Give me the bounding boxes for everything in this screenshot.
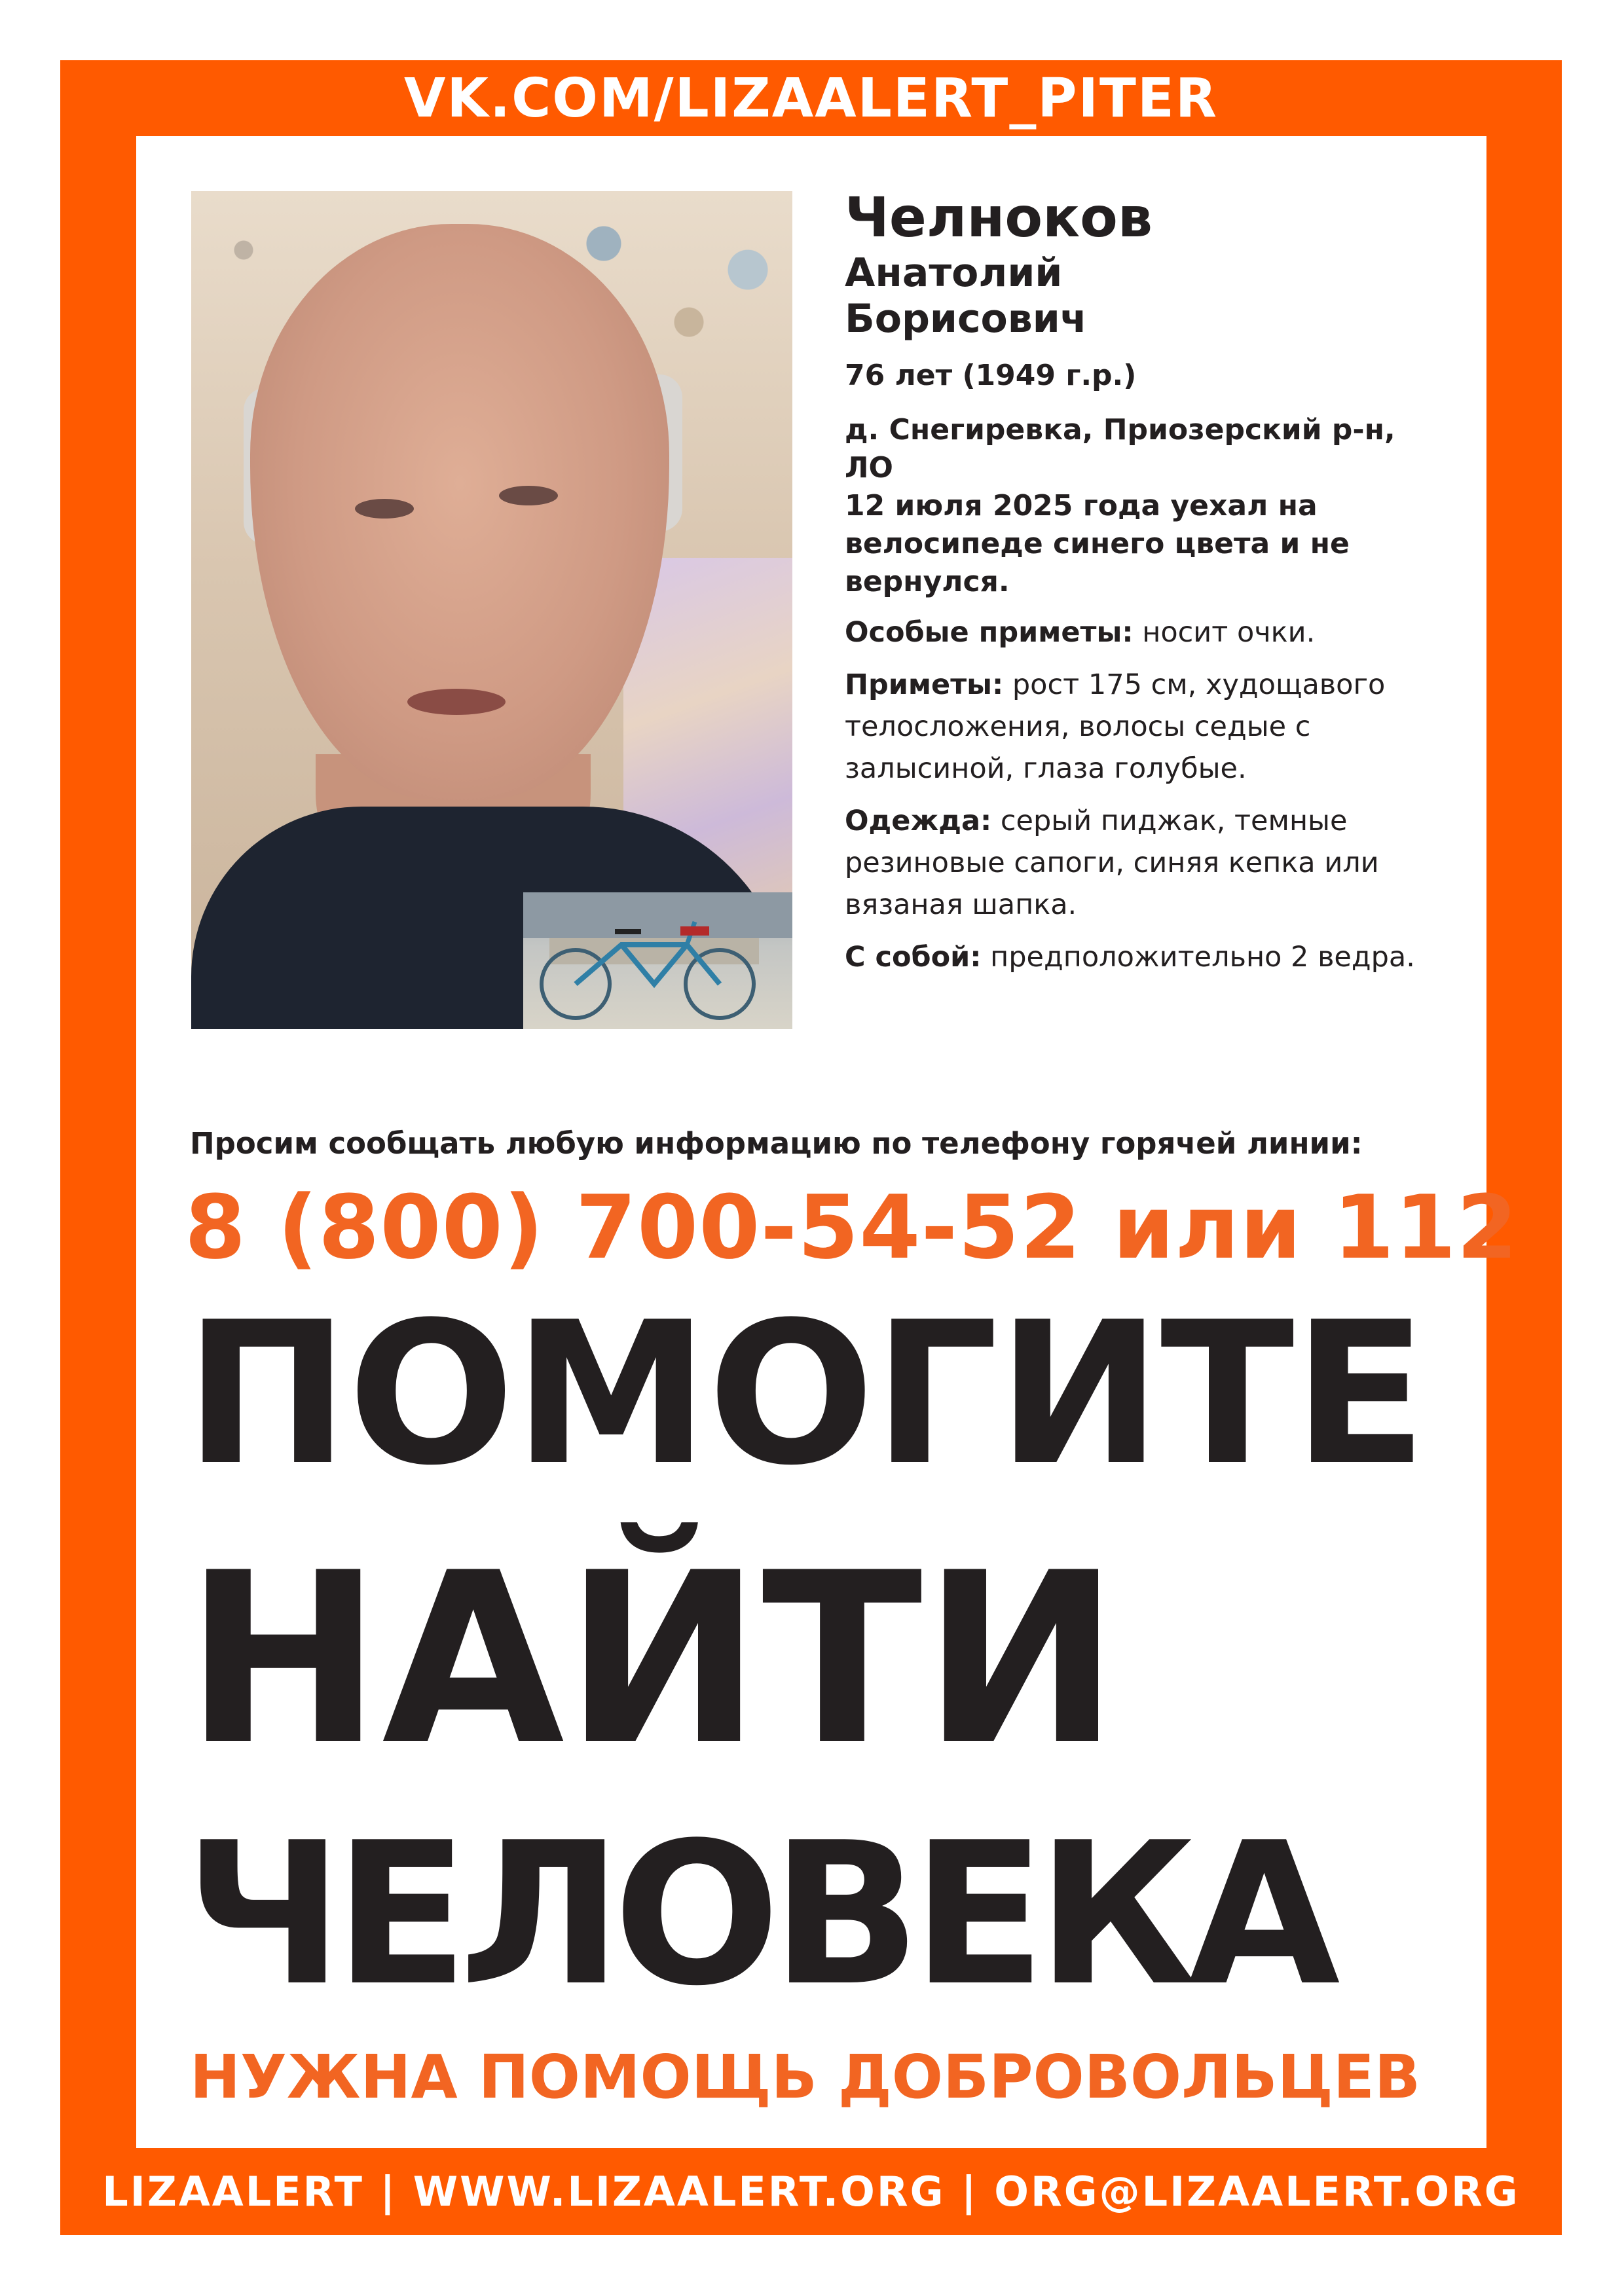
person-patronymic: Борисович xyxy=(845,296,1087,342)
bicycle-icon xyxy=(523,892,792,1029)
hotline-request: Просим сообщать любую информацию по телефону горячей линии: xyxy=(190,1126,1363,1161)
person-eye-left xyxy=(355,499,414,519)
signs-text: рост 175 см, худощавого телосложения, волосы седые с залысиной, глаза голубые. xyxy=(845,668,1386,785)
footer-contacts: LIZAALERT | WWW.LIZAALERT.ORG | ORG@LIZAALERT.ORG xyxy=(102,2168,1520,2215)
clothes-text: серый пиджак, темные резиновые сапоги, синяя кепка или вязаная шапка. xyxy=(845,805,1379,921)
belongings-label: С собой: xyxy=(845,941,982,974)
clothes xyxy=(845,800,1434,926)
headline-find: НАЙТИ xyxy=(185,1522,1120,1796)
person-surname: Челноков xyxy=(845,185,1153,249)
special-signs xyxy=(845,611,1434,653)
person-name: Анатолий xyxy=(845,250,1063,296)
last-seen-place: д. Снегиревка, Приозерский р-н, ЛО xyxy=(845,413,1395,484)
person-info xyxy=(845,185,1434,978)
belongings-text: предположительно 2 ведра. xyxy=(990,941,1415,974)
person-mouth xyxy=(407,689,506,715)
clothes-label: Одежда: xyxy=(845,805,992,837)
headline-person: ЧЕЛОВЕКА xyxy=(185,1800,1331,2029)
person-age: 76 лет (1949 г.р.) xyxy=(845,359,1137,392)
person-eye-right xyxy=(499,486,558,505)
signs-label: Приметы: xyxy=(845,668,1004,701)
hotline-phone: 8 (800) 700-54-52 или 112 xyxy=(185,1176,1519,1279)
signs xyxy=(845,664,1434,790)
disappearance-circumstances: 12 июля 2025 года уехал на велосипеде синего цвета и не вернулся. xyxy=(845,489,1350,598)
special-signs-text: носит очки. xyxy=(1142,616,1316,649)
special-signs-label: Особые приметы: xyxy=(845,616,1134,649)
volunteers-needed: НУЖНА ПОМОЩЬ ДОБРОВОЛЬЦЕВ xyxy=(190,2042,1420,2112)
headline-help: ПОМОГИТЕ xyxy=(185,1280,1426,1508)
belongings xyxy=(845,936,1434,978)
vk-group-url: VK.COM/LIZAALERT_PITER xyxy=(403,67,1219,130)
bicycle-photo xyxy=(523,892,792,1029)
